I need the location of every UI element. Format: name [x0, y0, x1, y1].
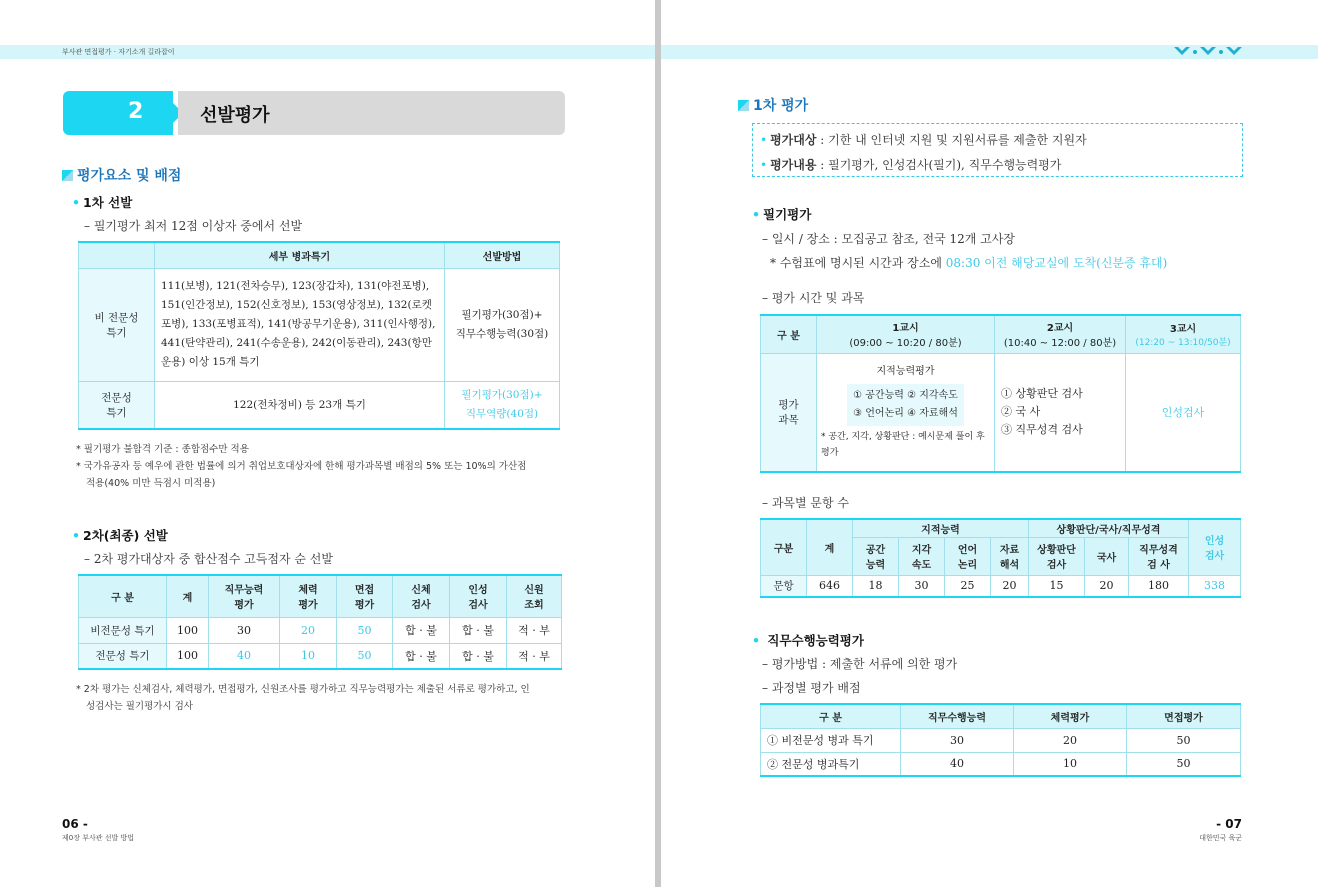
bullet-dot-icon: •: [752, 207, 760, 222]
table-cell: 합 · 불: [393, 643, 450, 669]
first-selection-table: [78, 241, 560, 430]
table-cell: 10: [1014, 752, 1127, 776]
table-cell: 180: [1129, 575, 1189, 597]
eval-target: • 평가대상 : 기한 내 인터넷 지원 및 지원서류를 제출한 지원자: [760, 133, 1087, 147]
table-header: 신체 검사: [393, 575, 450, 617]
table-cell: 인성검사: [1126, 353, 1241, 472]
table-cell: 30: [209, 617, 280, 643]
table-cell: ① 비전문성 병과 특기: [761, 728, 901, 752]
table-cell: 100: [167, 643, 209, 669]
time-subject-table: [760, 314, 1241, 473]
note-line: * 필기평가 불합격 기준 : 종합점수만 적용: [76, 444, 249, 455]
written-line: – 과목별 문항 수: [762, 496, 849, 510]
table-header: 계: [167, 575, 209, 617]
table-header: 언어 논리: [945, 537, 991, 575]
eval-content: • 평가내용 : 필기평가, 인성검사(필기), 직무수행능력평가: [760, 158, 1062, 172]
table-header: 상황판단/국사/직무성격: [1029, 519, 1189, 537]
table-cell: 20: [280, 617, 337, 643]
table-header: 자료 해석: [991, 537, 1029, 575]
chapter-title: 선발평가: [200, 105, 270, 126]
section-title-scoring: 평가요소 및 배점: [62, 165, 181, 185]
table-header: 신원 조회: [507, 575, 562, 617]
table-header: 세부 병과특기: [155, 242, 445, 268]
table-cell: 비전문성 특기: [79, 617, 167, 643]
table-header: [79, 242, 155, 268]
table-cell: 문항: [761, 575, 807, 597]
job-eval-heading: • 직무수행능력평가: [752, 633, 864, 648]
table-cell: 646: [807, 575, 853, 597]
table-header: 직무능력 평가: [209, 575, 280, 617]
table-cell: 50: [1127, 752, 1241, 776]
table-cell: 50: [1127, 728, 1241, 752]
table-cell: 비 전문성 특기: [79, 268, 155, 381]
table-header: 지각 속도: [899, 537, 945, 575]
table-cell: 20: [1085, 575, 1129, 597]
written-test-heading: • 필기평가: [752, 207, 812, 222]
written-line: – 일시 / 장소 : 모집공고 참조, 전국 12개 고사장: [762, 232, 1015, 246]
table-header: 인성 검사: [450, 575, 507, 617]
job-line: – 과정별 평가 배점: [762, 681, 861, 695]
table-cell: 18: [853, 575, 899, 597]
table-header: 선발방법: [445, 242, 560, 268]
square-icon: [738, 100, 749, 111]
second-selection-heading: • 2차(최종) 선발: [72, 528, 168, 543]
table-header: 구 분: [761, 315, 817, 353]
table-cell: 합 · 불: [450, 643, 507, 669]
chapter-footer: 제0장 부사관 선발 방법: [62, 834, 134, 842]
second-selection-line: – 2차 평가대상자 중 합산점수 고득점자 순 선발: [84, 552, 333, 566]
table-cell: ② 전문성 병과특기: [761, 752, 901, 776]
table-cell: 50: [337, 617, 393, 643]
written-line-note: * 수험표에 명시된 시간과 장소에 08:30 이전 해당교실에 도착(신분증 휴대): [770, 256, 1168, 270]
table-header: 상황판단 검사: [1029, 537, 1085, 575]
section-title-first-eval: 1차 평가: [738, 95, 808, 115]
table-header: 구 분: [79, 575, 167, 617]
page-number-right: - 07: [1216, 817, 1242, 831]
note-line: 적용(40% 미만 득점시 미적용): [86, 478, 216, 489]
chevron-logo-icon: [1172, 44, 1242, 58]
table-header: 체력평가: [1014, 704, 1127, 728]
table-header: 구분: [761, 519, 807, 575]
table-header: 2교시 (10:40 ~ 12:00 / 80분): [995, 315, 1126, 353]
written-line: – 평가 시간 및 과목: [762, 291, 865, 305]
table-header: 직무수행능력: [901, 704, 1014, 728]
note-line: * 국가유공자 등 예우에 관한 법률에 의거 취업보호대상자에 한해 평가과목별 배점의 5% 또는 10%의 가산점: [76, 461, 527, 472]
table-cell: 338: [1189, 575, 1241, 597]
first-selection-heading: • 1차 선발: [72, 195, 133, 210]
table-header: 3교시 (12:20 ~ 13:10/50분): [1126, 315, 1241, 353]
table-header: 1교시 (09:00 ~ 10:20 / 80분): [817, 315, 995, 353]
note-line: * 2차 평가는 신체검사, 체력평가, 면접평가, 신원조사를 평가하고 직무능력평가는 제출된 서류로 평가하고, 인: [76, 684, 530, 695]
job-line: – 평가방법 : 제출한 서류에 의한 평가: [762, 657, 958, 671]
table-cell: 50: [337, 643, 393, 669]
bullet-dot-icon: •: [760, 158, 768, 172]
table-cell: 합 · 불: [450, 617, 507, 643]
page-number-left: 06 -: [62, 817, 88, 831]
chapter-number: 2: [128, 99, 144, 124]
table-cell: 전문성 특기: [79, 643, 167, 669]
chapter-number-box: [63, 91, 173, 135]
table-cell: 10: [280, 643, 337, 669]
table-cell: 25: [945, 575, 991, 597]
table-cell: 15: [1029, 575, 1085, 597]
bullet-dot-icon: •: [760, 133, 768, 147]
table-header: 공간 능력: [853, 537, 899, 575]
table-cell: 111(보병), 121(전차승무), 123(장갑차), 131(야전포병), 151(인간정보), 152(신호정보), 153(영상정보), 132(로켓포병), 133(포병표적), 141(방공무기운용), 311(인사행정), 441(탄약관리), 241(수송운용), 242(이동관리), 243(항만운용) 이상 15개 특기: [155, 268, 445, 381]
running-header: 부사관 면접평가 · 자기소개 길라잡이: [62, 48, 175, 56]
second-selection-table: [78, 574, 562, 670]
table-cell: 적 · 부: [507, 617, 562, 643]
table-cell: 20: [991, 575, 1029, 597]
table-cell: ① 상황판단 검사 ② 국 사 ③ 직무성격 검사: [995, 353, 1126, 472]
bullet-dot-icon: •: [752, 633, 760, 648]
book-spine: [655, 0, 661, 887]
table-header: 인성 검사: [1189, 519, 1241, 575]
table-cell: 필기평가(30점)+ 직무수행능력(30점): [445, 268, 560, 381]
table-header: 면접 평가: [337, 575, 393, 617]
table-cell: 20: [1014, 728, 1127, 752]
table-cell: 평가 과목: [761, 353, 817, 472]
square-icon: [62, 170, 73, 181]
job-score-table: [760, 703, 1241, 777]
table-cell: 합 · 불: [393, 617, 450, 643]
first-selection-line: – 필기평가 최저 12점 이상자 중에서 선발: [84, 219, 303, 233]
table-cell: 전문성 특기: [79, 381, 155, 429]
book-footer: 대한민국 육군: [1199, 834, 1242, 842]
table-header: 계: [807, 519, 853, 575]
table-header: 구 분: [761, 704, 901, 728]
bullet-dot-icon: •: [72, 528, 80, 543]
table-cell: 30: [899, 575, 945, 597]
note-line: 성검사는 필기평가시 검사: [86, 701, 193, 712]
table-header: 면접평가: [1127, 704, 1241, 728]
table-cell: 적 · 부: [507, 643, 562, 669]
table-cell: 지적능력평가 ① 공간능력 ② 지각속도 ③ 언어논리 ④ 자료해석 * 공간, 지각, 상황판단 : 예시문제 풀이 후 평가: [817, 353, 995, 472]
question-count-table: [760, 518, 1241, 598]
bullet-dot-icon: •: [72, 195, 80, 210]
table-header: 체력 평가: [280, 575, 337, 617]
table-cell: 40: [209, 643, 280, 669]
table-header: 지적능력: [853, 519, 1029, 537]
table-header: 국사: [1085, 537, 1129, 575]
subject-list: ① 공간능력 ② 지각속도 ③ 언어논리 ④ 자료해석: [847, 384, 964, 426]
table-cell: 40: [901, 752, 1014, 776]
table-cell: 필기평가(30점)+ 직무역량(40점): [445, 381, 560, 429]
table-cell: 122(전차정비) 등 23개 특기: [155, 381, 445, 429]
table-cell: 100: [167, 617, 209, 643]
table-cell: 30: [901, 728, 1014, 752]
table-header: 직무성격 검 사: [1129, 537, 1189, 575]
